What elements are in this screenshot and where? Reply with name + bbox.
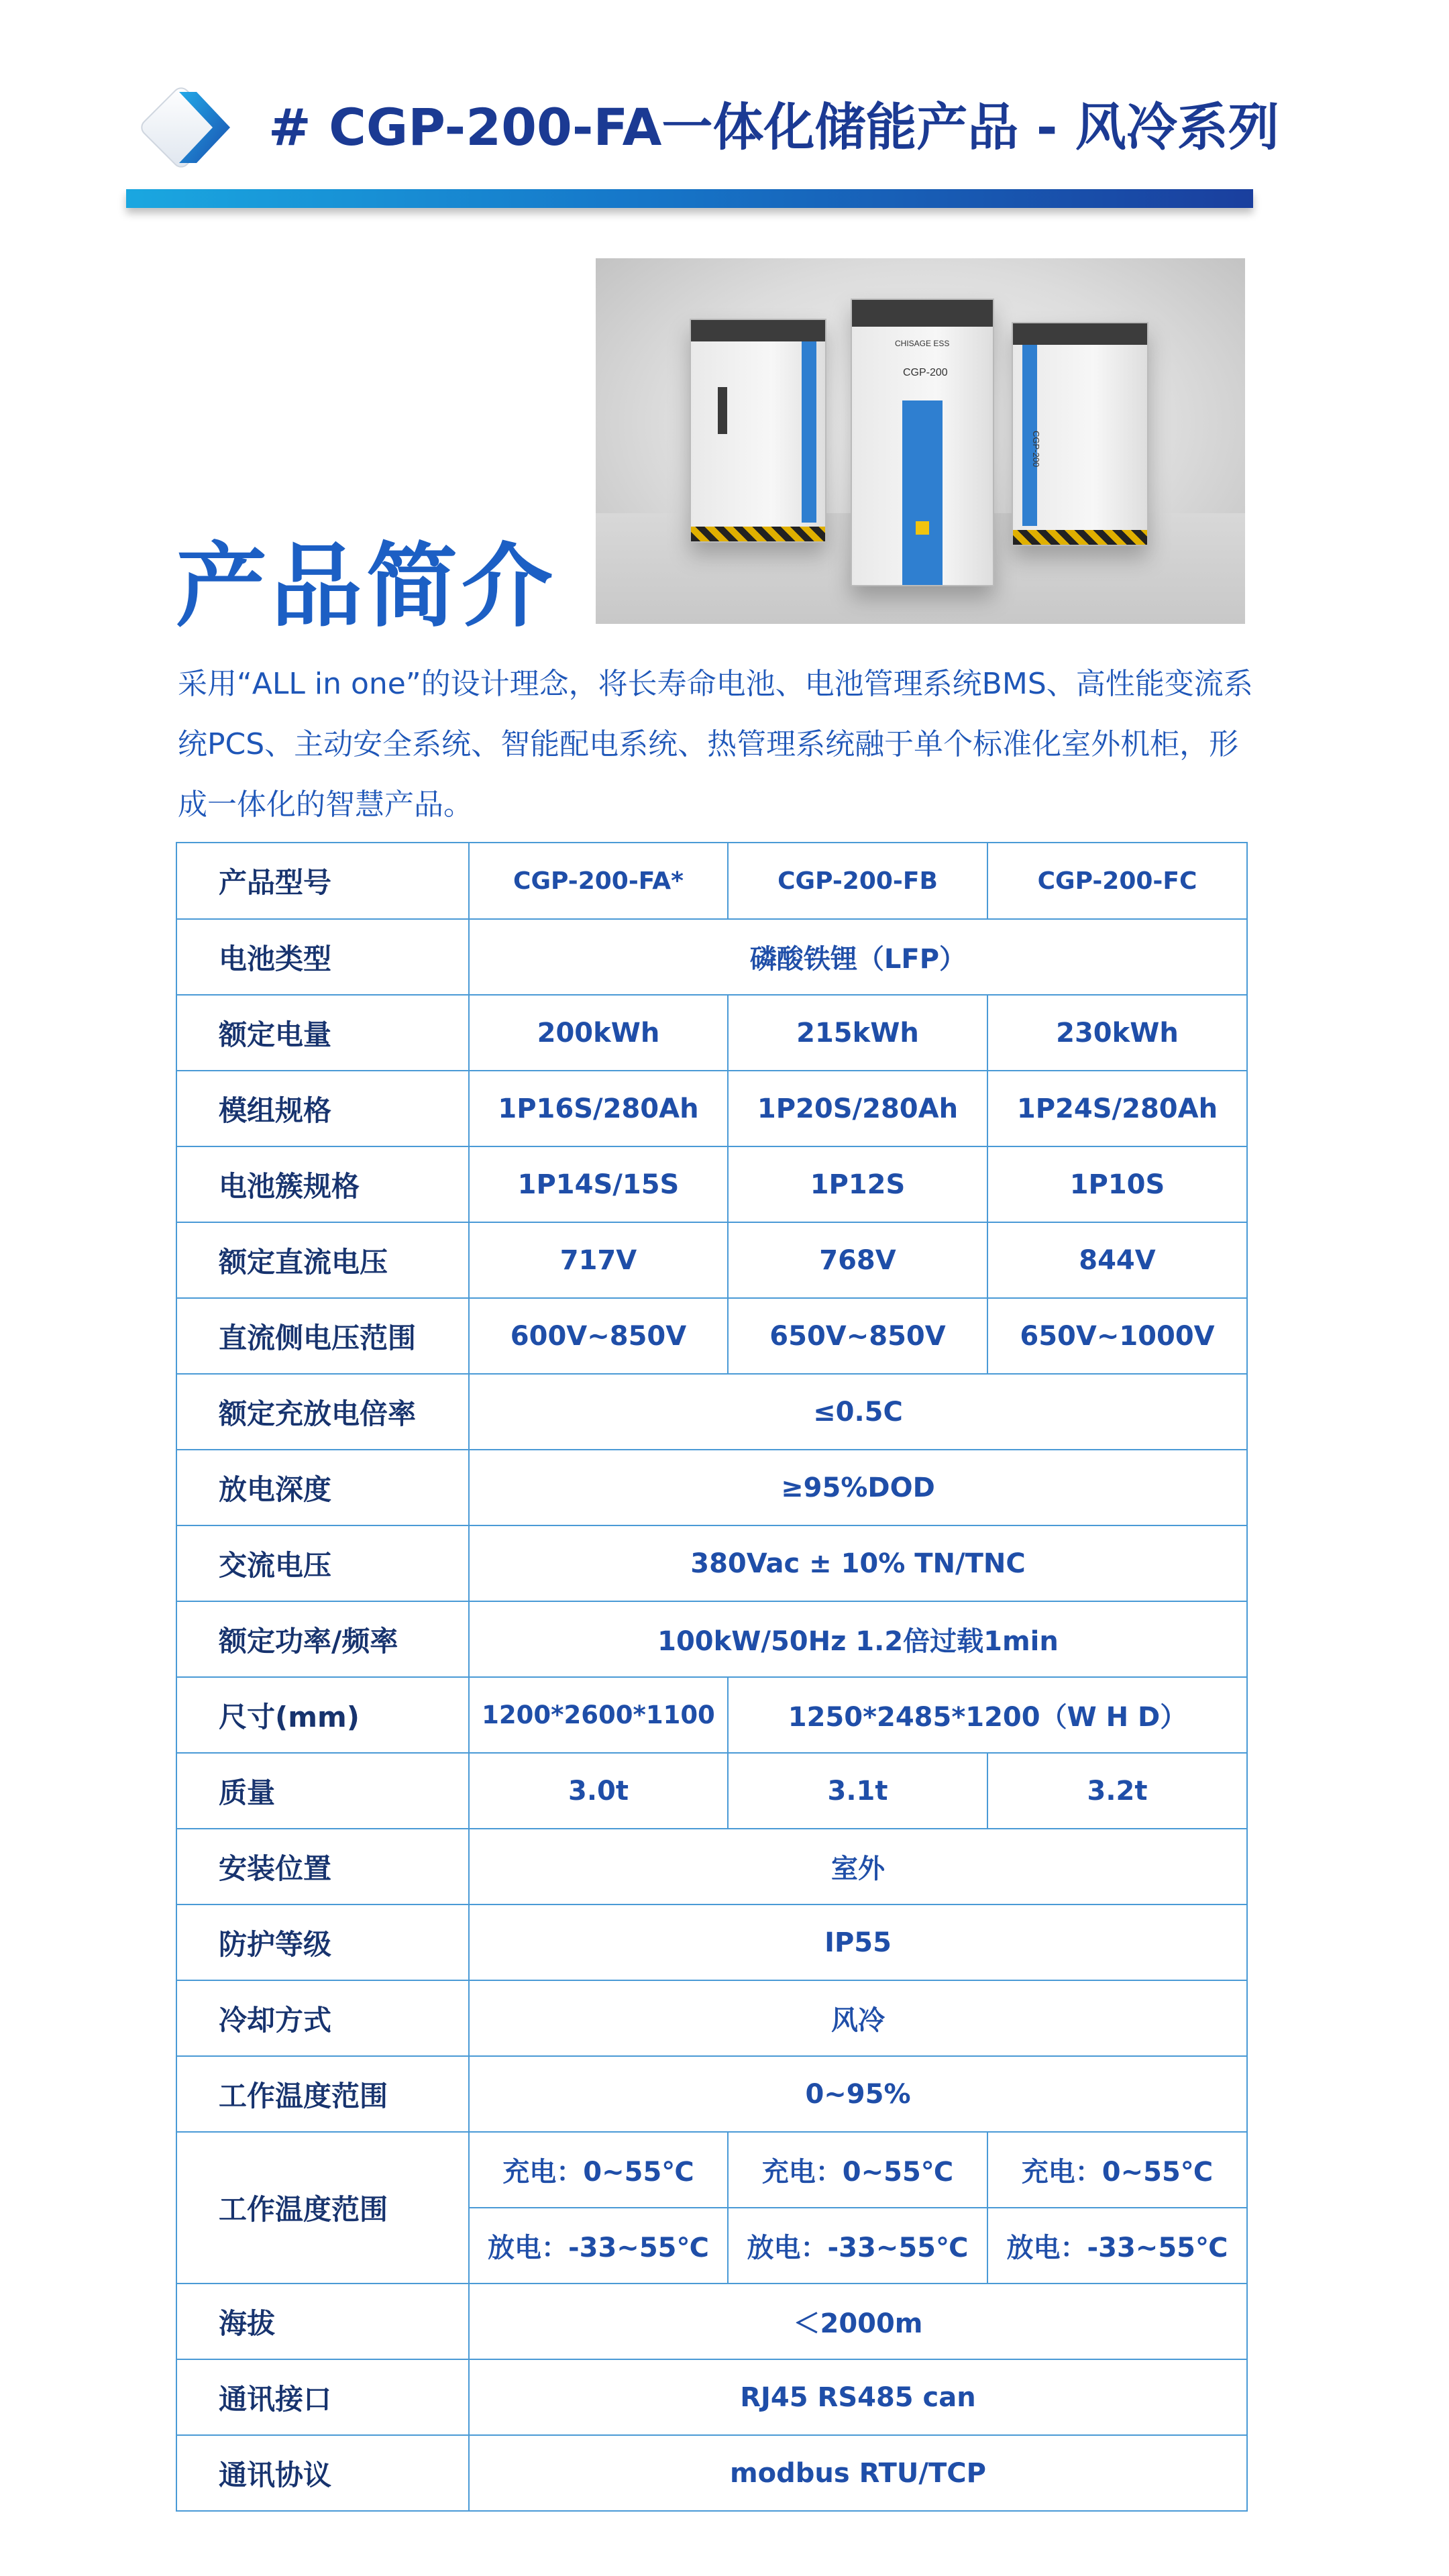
table-row (176, 843, 1247, 919)
cell-value: ≥95%DOD (469, 1450, 1247, 1525)
cell-value: 3.0t (469, 1753, 728, 1829)
cell-value: 1P12S (728, 1146, 987, 1222)
row-label: 冷却方式 (176, 1980, 469, 2056)
cell-value: 600V~850V (469, 1298, 728, 1374)
row-label: 防护等级 (176, 1904, 469, 1980)
table-row (176, 2056, 1247, 2132)
row-label: 质量 (176, 1753, 469, 1829)
model-header: CGP-200-FA* (469, 843, 728, 919)
row-label: 通讯接口 (176, 2359, 469, 2435)
cell-value: 200kWh (469, 995, 728, 1071)
table-row (176, 995, 1247, 1071)
row-label: 额定充放电倍率 (176, 1374, 469, 1450)
table-row (176, 1525, 1247, 1601)
row-label: 安装位置 (176, 1829, 469, 1904)
cell-value: 0~95% (469, 2056, 1247, 2132)
cabinet-brand-label: CHISAGE ESS (895, 339, 950, 348)
product-photo (596, 258, 1245, 624)
page-title: # CGP-200-FA一体化储能产品 - 风冷系列 (268, 97, 1279, 157)
table-row (176, 1829, 1247, 1904)
table-row (176, 2435, 1247, 2511)
title-underline (126, 189, 1253, 208)
cell-value: 放电：-33~55℃ (728, 2208, 987, 2284)
table-row (176, 2132, 1247, 2208)
table-row (176, 1450, 1247, 1525)
cell-value: 1200*2600*1100 (469, 1677, 728, 1753)
row-label: 工作温度范围 (176, 2056, 469, 2132)
cell-value: 室外 (469, 1829, 1247, 1904)
cell-value: 100kW/50Hz 1.2倍过载1min (469, 1601, 1247, 1677)
row-label: 海拔 (176, 2284, 469, 2359)
cell-value: 风冷 (469, 1980, 1247, 2056)
cell-value: 充电：0~55℃ (987, 2132, 1247, 2208)
intro-paragraph: 采用“ALL in one”的设计理念，将长寿命电池、电池管理系统BMS、高性能变流系统PCS、主动安全系统、智能配电系统、热管理系统融于单个标准化室外机柜，形成一体化的智慧产品。 (178, 667, 1253, 822)
table-row (176, 1374, 1247, 1450)
row-label: 额定电量 (176, 995, 469, 1071)
row-label: 直流侧电压范围 (176, 1298, 469, 1374)
cabinet-left (690, 319, 826, 543)
cell-value: 1P10S (987, 1146, 1247, 1222)
cell-value: 844V (987, 1222, 1247, 1298)
row-label: 电池簇规格 (176, 1146, 469, 1222)
cell-value: 650V~1000V (987, 1298, 1247, 1374)
row-label: 额定直流电压 (176, 1222, 469, 1298)
table-row (176, 2359, 1247, 2435)
cell-value: 1P20S/280Ah (728, 1071, 987, 1146)
table-row (176, 2284, 1247, 2359)
cell-value: 3.1t (728, 1753, 987, 1829)
table-row (176, 1071, 1247, 1146)
cell-value: 1250*2485*1200（W H D） (728, 1677, 1247, 1753)
table-row (176, 1222, 1247, 1298)
cell-value: 1P16S/280Ah (469, 1071, 728, 1146)
row-label: 模组规格 (176, 1071, 469, 1146)
row-label: 额定功率/频率 (176, 1601, 469, 1677)
table-row (176, 1753, 1247, 1829)
table-row (176, 1904, 1247, 1980)
header (0, 0, 1449, 221)
table-row (176, 1677, 1247, 1753)
row-label: 产品型号 (176, 843, 469, 919)
cell-value: 3.2t (987, 1753, 1247, 1829)
table-row (176, 1601, 1247, 1677)
chevron-logo-icon (138, 77, 238, 178)
cell-value: RJ45 RS485 can (469, 2359, 1247, 2435)
table-row (176, 919, 1247, 995)
cell-value: 1P24S/280Ah (987, 1071, 1247, 1146)
table-row (176, 1298, 1247, 1374)
cell-value: 放电：-33~55℃ (987, 2208, 1247, 2284)
cell-value: 磷酸铁锂（LFP） (469, 919, 1247, 995)
model-header: CGP-200-FC (987, 843, 1247, 919)
cell-value: 1P14S/15S (469, 1146, 728, 1222)
row-label: 放电深度 (176, 1450, 469, 1525)
cell-value: ＜2000m (469, 2284, 1247, 2359)
cell-value: 230kWh (987, 995, 1247, 1071)
cell-value: modbus RTU/TCP (469, 2435, 1247, 2511)
cabinet-right (1012, 322, 1148, 546)
cell-value: 215kWh (728, 995, 987, 1071)
row-label: 通讯协议 (176, 2435, 469, 2511)
spec-table (176, 842, 1248, 2512)
cabinet-side-label: CGP-200 (1031, 431, 1041, 468)
section-title: 产品简介 (176, 534, 557, 640)
cell-value: 717V (469, 1222, 728, 1298)
cabinet-center (851, 299, 994, 586)
cell-value: ≤0.5C (469, 1374, 1247, 1450)
cabinet-model-label: CGP-200 (903, 367, 948, 378)
cell-value: 650V~850V (728, 1298, 987, 1374)
cell-value: 充电：0~55℃ (728, 2132, 987, 2208)
cell-value: 380Vac ± 10% TN/TNC (469, 1525, 1247, 1601)
row-label: 尺寸(mm) (176, 1677, 469, 1753)
row-label: 工作温度范围 (176, 2132, 469, 2284)
row-label: 电池类型 (176, 919, 469, 995)
table-row (176, 1980, 1247, 2056)
cell-value: 768V (728, 1222, 987, 1298)
row-label: 交流电压 (176, 1525, 469, 1601)
cell-value: 充电：0~55℃ (469, 2132, 728, 2208)
table-row (176, 1146, 1247, 1222)
cell-value: 放电：-33~55℃ (469, 2208, 728, 2284)
cell-value: IP55 (469, 1904, 1247, 1980)
model-header: CGP-200-FB (728, 843, 987, 919)
